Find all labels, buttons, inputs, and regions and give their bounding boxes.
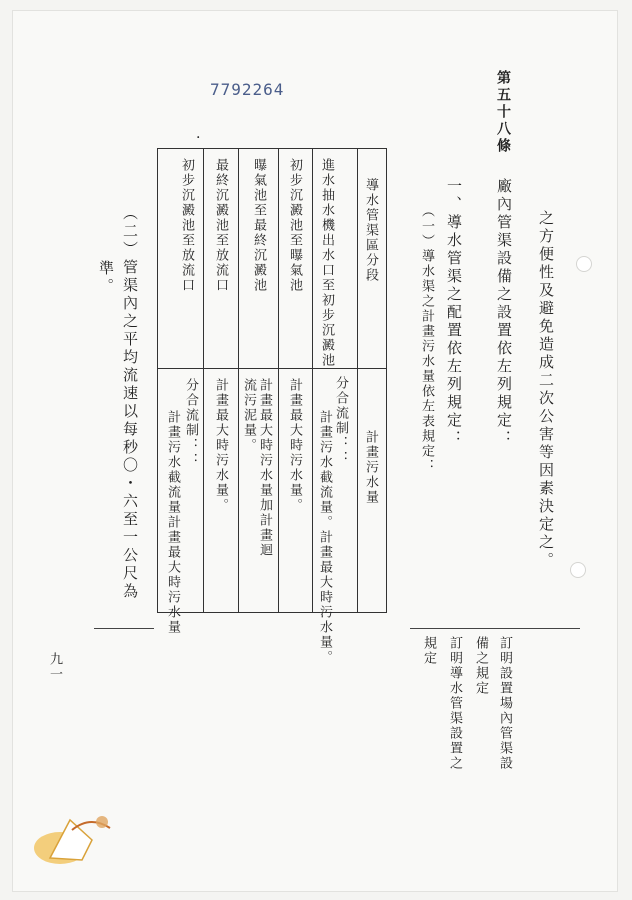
body-line-1: 之方便性及避免造成二次公害等因素決定之。	[537, 210, 555, 570]
table-cell-flow: 計畫最大時污水量。	[287, 378, 302, 513]
table-cell-flow: 計畫最大時污水量加計畫迴	[257, 378, 272, 558]
archive-logo	[30, 800, 120, 870]
page-number: 九一	[47, 652, 62, 682]
table-header-section: 導水管渠區分段	[363, 178, 378, 283]
table-cell-flow: 分合流制：：	[183, 378, 198, 468]
table-cell-flow: 計畫污水截流量計畫最大時污水量	[165, 410, 180, 635]
subitem-2-line-2: 準。	[97, 260, 115, 296]
body-line-2: 廠內管渠設備之設置依左列規定：	[495, 178, 513, 448]
table-cell-flow: 分合流制：：	[333, 376, 348, 466]
table-cell-section: 曝氣池至最終沉澱池	[251, 158, 266, 293]
table-col-line	[357, 148, 358, 613]
margin-note-3: 訂明導水管渠設置之	[447, 636, 462, 771]
mark-dot: .	[196, 126, 201, 142]
separator-rule	[410, 628, 580, 629]
table-cell-section: 進水抽水機出水口至初步沉澱池	[319, 158, 334, 368]
separator-rule	[94, 628, 154, 629]
table-cell-section: 最終沉澱池至放流口	[213, 158, 228, 293]
table-col-line	[203, 148, 204, 613]
table-cell-flow: 計畫污水截流量。計畫最大時污水量。	[317, 410, 332, 665]
table-cell-section: 初步沉澱池至放流口	[179, 158, 194, 293]
article-title: 第五十八條	[495, 70, 511, 155]
table-cell-flow: 流污泥量。	[241, 378, 256, 453]
table-header-flow: 計畫污水量	[363, 430, 378, 505]
table-cell-section: 初步沉澱池至曝氣池	[287, 158, 302, 293]
margin-note-1: 訂明設置場內管渠設	[497, 636, 512, 771]
table-col-line	[278, 148, 279, 613]
document-number-stamp: 7792264	[210, 80, 285, 99]
table-col-line	[238, 148, 239, 613]
subitem-1: （一）導水渠之計畫污水量依左表規定：	[419, 204, 434, 474]
table-divider	[157, 368, 387, 369]
binder-hole	[576, 256, 592, 272]
table-cell-flow: 計畫最大時污水量。	[213, 378, 228, 513]
item-1: 一、導水管渠之配置依左列規定：	[445, 178, 463, 448]
subitem-2-line-1: （二）管渠內之平均流速以每秒〇・六至一公尺為	[121, 205, 139, 601]
table-col-line	[312, 148, 313, 613]
binder-hole	[570, 562, 586, 578]
margin-note-4: 規定	[421, 636, 436, 666]
margin-note-2: 備之規定	[473, 636, 488, 696]
